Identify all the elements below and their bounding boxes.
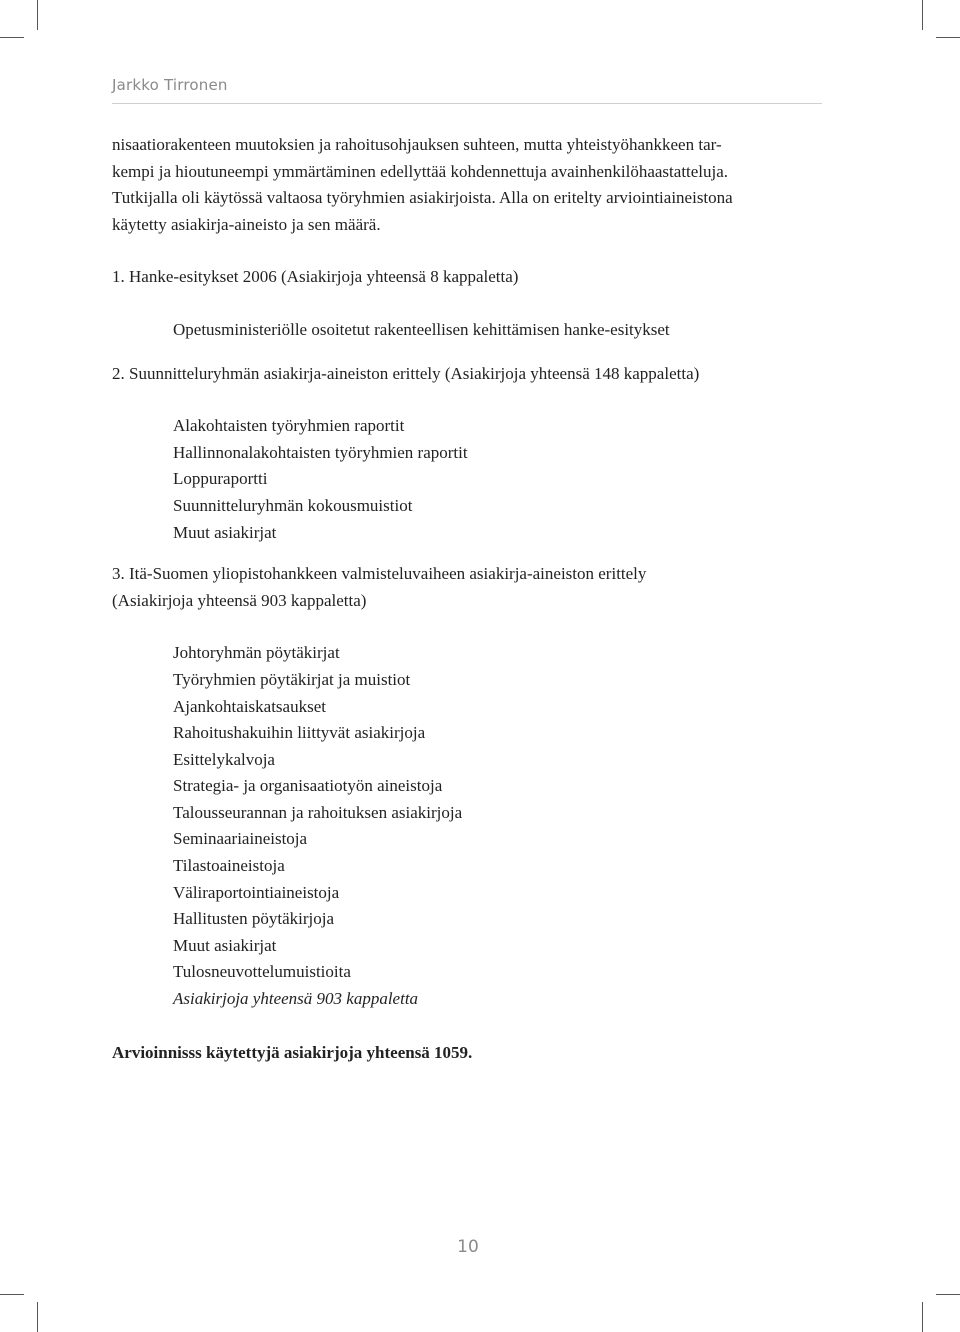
crop-mark-top-left-horizontal xyxy=(0,37,24,38)
list-item: Väliraportointiaineistoja xyxy=(173,882,340,902)
list-item: Rahoitushakuihin liittyvät asiakirjoja xyxy=(173,723,426,743)
list-item: Johtoryhmän pöytäkirjat xyxy=(173,643,340,663)
crop-mark-bottom-left-vertical xyxy=(37,1302,38,1332)
list-item: Tilastoaineistoja xyxy=(173,856,285,876)
crop-mark-bottom-left-horizontal xyxy=(0,1294,24,1295)
list-item: Suunnitteluryhmän kokousmuistiot xyxy=(173,495,413,515)
list-item: Muut asiakirjat xyxy=(173,935,277,955)
list-item: Työryhmien pöytäkirjat ja muistiot xyxy=(173,669,411,689)
intro-paragraph xyxy=(112,132,824,238)
list-item: Loppuraportti xyxy=(173,469,268,489)
list-item: Seminaariaineistoja xyxy=(173,829,308,849)
section-heading-2: 2. Suunnitteluryhmän asiakirja-aineiston erittely (Asiakirjoja yhteensä 148 kappaletta) xyxy=(112,363,700,383)
header-rule xyxy=(112,103,822,104)
list-item: Talousseurannan ja rahoituksen asiakirjoja xyxy=(173,802,463,822)
section-3-list xyxy=(112,640,824,1012)
intro-line: kempi ja hioutuneempi ymmärtäminen edellyttää kohdennettuja avainhenkilöhaastatteluja. xyxy=(112,161,729,181)
list-item: Hallinnonalakohtaisten työryhmien raportit xyxy=(173,442,468,462)
intro-line: Tutkijalla oli käytössä valtaosa työryhmien asiakirjoista. Alla on eritelty arviointiaineistona xyxy=(112,188,733,208)
running-head: Jarkko Tirronen xyxy=(112,76,228,94)
section-heading-3 xyxy=(112,561,824,614)
list-item: Hallitusten pöytäkirjoja xyxy=(173,909,334,929)
list-item: Alakohtaisten työryhmien raportit xyxy=(173,416,405,436)
intro-line: käytetty asiakirja-aineisto ja sen määrä. xyxy=(112,214,381,234)
intro-line: nisaatiorakenteen muutoksien ja rahoitusohjauksen suhteen, mutta yhteistyöhankkeen tar- xyxy=(112,135,722,154)
list-item: Tulosneuvottelumuistioita xyxy=(173,962,351,982)
page-body xyxy=(112,132,824,1066)
crop-mark-bottom-right-horizontal xyxy=(936,1294,960,1295)
crop-mark-top-right-horizontal xyxy=(936,37,960,38)
crop-mark-top-right-vertical xyxy=(922,0,923,30)
section-1-list xyxy=(112,317,824,344)
list-item: Strategia- ja organisaatiotyön aineistoja xyxy=(173,776,443,796)
grand-total: Arvioinnisss käytettyjä asiakirjoja yhteensä 1059. xyxy=(112,1042,473,1062)
section-heading-3-line: (Asiakirjoja yhteensä 903 kappaletta) xyxy=(112,590,367,610)
section-3-subtotal: Asiakirjoja yhteensä 903 kappaletta xyxy=(173,989,419,1009)
section-2-list xyxy=(112,413,824,546)
section-heading-1: 1. Hanke-esitykset 2006 (Asiakirjoja yhteensä 8 kappaletta) xyxy=(112,267,519,287)
list-item: Ajankohtaiskatsaukset xyxy=(173,696,326,716)
list-item: Esittelykalvoja xyxy=(173,749,275,769)
list-item: Opetusministeriölle osoitetut rakenteellisen kehittämisen hanke-esitykset xyxy=(173,319,670,339)
section-heading-3-line: 3. Itä-Suomen yliopistohankkeen valmisteluvaiheen asiakirja-aineiston erittely xyxy=(112,564,647,584)
crop-mark-top-left-vertical xyxy=(37,0,38,30)
page-number: 10 xyxy=(457,1237,479,1257)
crop-mark-bottom-right-vertical xyxy=(922,1302,923,1332)
list-item: Muut asiakirjat xyxy=(173,522,277,542)
